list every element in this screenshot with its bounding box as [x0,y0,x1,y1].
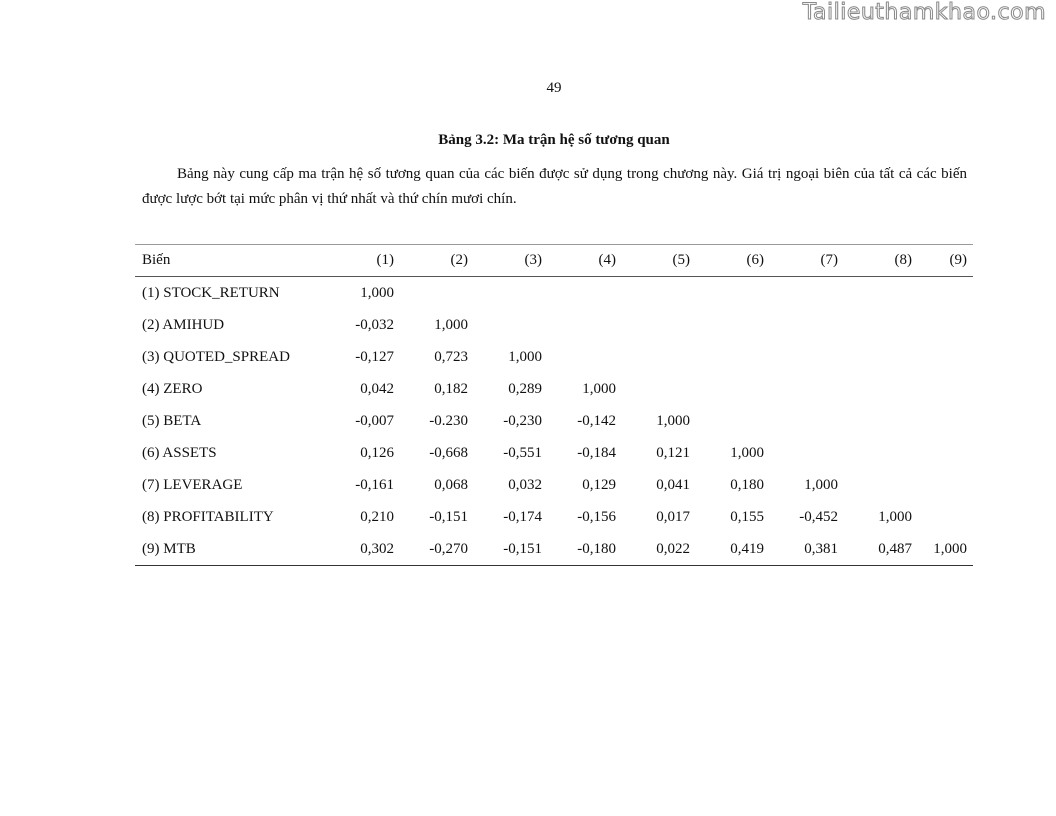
correlation-cell [918,277,973,310]
table-row [135,341,973,373]
correlation-cell [844,309,918,341]
watermark-text: Tailieuthamkhao.com [802,0,1046,25]
correlation-cell [622,341,696,373]
correlation-cell: -0,230 [503,412,542,429]
correlation-cell [548,277,622,310]
correlation-cell: -0,007 [355,412,394,429]
correlation-cell: 1,000 [360,284,394,301]
correlation-cell: 0,068 [434,476,468,493]
correlation-cell [696,341,770,373]
correlation-cell: -0,184 [577,444,616,461]
column-header-variable: Biến [135,245,326,277]
correlation-cell [844,405,918,437]
correlation-cell [770,341,844,373]
table-row [135,469,973,501]
correlation-cell: -0,174 [503,508,542,525]
table-row [135,373,973,405]
correlation-cell: 1,000 [582,380,616,397]
column-header-5: (5) [622,245,696,277]
correlation-cell [770,373,844,405]
table-row [135,405,973,437]
row-variable-label: (5) BETA [142,412,202,429]
table-header-row [135,245,973,277]
column-header-2: (2) [400,245,474,277]
correlation-cell [400,277,474,310]
correlation-cell [622,309,696,341]
correlation-cell: -0,032 [355,316,394,333]
table-row [135,533,973,566]
correlation-cell: 1,000 [656,412,690,429]
correlation-cell: -0,180 [577,540,616,557]
correlation-cell: -0,161 [355,476,394,493]
correlation-cell: -0,151 [429,508,468,525]
correlation-cell: -0,151 [503,540,542,557]
correlation-cell [918,373,973,405]
correlation-cell: -0,127 [355,348,394,365]
correlation-cell: 1,000 [434,316,468,333]
correlation-cell [548,341,622,373]
column-header-4: (4) [548,245,622,277]
table-row [135,501,973,533]
correlation-cell [918,469,973,501]
column-header-7: (7) [770,245,844,277]
correlation-cell: 0,381 [804,540,838,557]
correlation-cell: 0,022 [656,540,690,557]
row-variable-label: (7) LEVERAGE [142,476,243,493]
correlation-cell: 0,017 [656,508,690,525]
correlation-cell [696,405,770,437]
correlation-cell: 0,210 [360,508,394,525]
correlation-cell [844,373,918,405]
table-description: Bảng này cung cấp ma trận hệ số tương quan của các biến được sử dụng trong chương này. Giá trị ngoại biên của tất cả các biến được lược bớt tại mức phân vị thứ nhất và thứ chín mươi chín. [142,166,967,207]
row-variable-label: (8) PROFITABILITY [142,508,274,525]
correlation-cell: -0,668 [429,444,468,461]
correlation-cell: -0,551 [503,444,542,461]
table-row [135,437,973,469]
correlation-cell: 1,000 [933,540,967,557]
correlation-cell: 0,289 [508,380,542,397]
correlation-cell: 0,032 [508,476,542,493]
correlation-cell: 0,155 [730,508,764,525]
correlation-cell: 0,419 [730,540,764,557]
correlation-cell: 1,000 [730,444,764,461]
correlation-cell: 0,302 [360,540,394,557]
column-header-6: (6) [696,245,770,277]
correlation-cell: 0,126 [360,444,394,461]
correlation-cell [918,501,973,533]
row-variable-label: (1) STOCK_RETURN [142,284,280,301]
correlation-table [135,244,973,566]
table-body [135,277,973,566]
correlation-cell: 0,723 [434,348,468,365]
column-header-1: (1) [326,245,400,277]
table-row [135,309,973,341]
correlation-cell: 1,000 [804,476,838,493]
correlation-cell [770,309,844,341]
correlation-cell: -0,156 [577,508,616,525]
correlation-cell: 1,000 [878,508,912,525]
correlation-cell: 0,180 [730,476,764,493]
correlation-cell: 0,487 [878,540,912,557]
correlation-cell: 0,121 [656,444,690,461]
row-variable-label: (6) ASSETS [142,444,217,461]
correlation-cell [918,309,973,341]
correlation-cell [918,341,973,373]
row-variable-label: (4) ZERO [142,380,203,397]
row-variable-label: (9) MTB [142,540,196,557]
correlation-cell: 0,129 [582,476,616,493]
correlation-cell [844,469,918,501]
correlation-cell [696,373,770,405]
correlation-cell [770,437,844,469]
correlation-cell [770,277,844,310]
correlation-cell [622,277,696,310]
table-row [135,277,973,310]
correlation-cell [770,405,844,437]
correlation-cell [844,277,918,310]
correlation-cell: -0,270 [429,540,468,557]
row-variable-label: (3) QUOTED_SPREAD [142,348,290,365]
page-number: 49 [546,80,562,96]
correlation-cell [918,437,973,469]
correlation-cell [548,309,622,341]
correlation-cell: 0,042 [360,380,394,397]
correlation-cell [696,309,770,341]
correlation-cell [844,341,918,373]
correlation-cell: 1,000 [508,348,542,365]
column-header-9: (9) [918,245,973,277]
correlation-cell [474,309,548,341]
correlation-cell: -0,452 [799,508,838,525]
correlation-cell [696,277,770,310]
correlation-cell: -0,142 [577,412,616,429]
correlation-cell [844,437,918,469]
correlation-cell: 0,041 [656,476,690,493]
column-header-3: (3) [474,245,548,277]
correlation-cell [474,277,548,310]
correlation-cell: 0,182 [434,380,468,397]
column-header-8: (8) [844,245,918,277]
correlation-cell [622,373,696,405]
table-title: Bảng 3.2: Ma trận hệ số tương quan [438,132,670,148]
row-variable-label: (2) AMIHUD [142,316,225,333]
correlation-cell: -0.230 [429,412,468,429]
correlation-cell [918,405,973,437]
